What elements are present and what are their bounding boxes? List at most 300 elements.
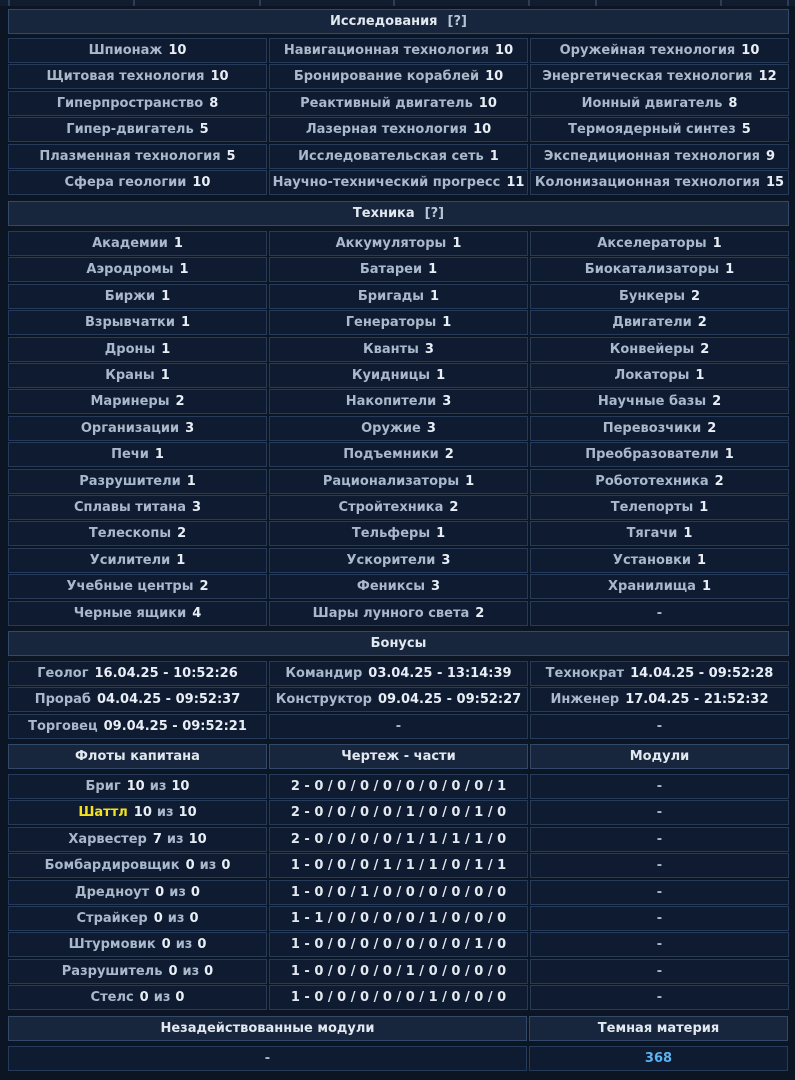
technics-level: 1 [173,236,183,251]
fleet-of: из [199,858,217,874]
fleet-parts: 1 - 0 / 0 / 1 / 0 / 0 / 0 / 0 / 0 / 0 [290,884,507,900]
research-level: 10 [495,43,514,58]
fleet-name[interactable]: Страйкер [76,911,148,926]
technics-level: 4 [192,605,202,621]
fleet-name-cell [8,774,267,799]
technics-row [8,231,789,256]
research-name[interactable]: Оружейная технология [559,43,736,58]
technics-name[interactable]: Куидницы [351,368,431,383]
research-title: Исследования [330,14,438,29]
fleet-row [8,827,789,852]
technics-row [8,416,789,441]
technics-level: 3 [424,341,434,357]
fleet-row [8,932,789,957]
research-name[interactable]: Термоядерный синтез [568,122,736,138]
fleet-modules: - [656,963,663,979]
bonus-time: 09.04.25 - 09:52:21 [103,718,247,734]
technics-level: 2 [697,315,707,331]
technics-cell [269,495,528,520]
technics-level: 3 [431,579,441,595]
technics-cell [8,337,267,362]
technics-cell [269,442,528,467]
technics-cell [269,284,528,309]
technics-cell [530,231,789,256]
fleet-name-cell [8,800,267,825]
research-cell [8,38,267,63]
technics-cell [8,601,267,626]
research-name[interactable]: Гипер-двигатель [66,122,194,138]
bonus-time: 16.04.25 - 10:52:26 [94,666,238,681]
technics-level: 1 [699,500,709,515]
technics-row [8,310,789,335]
bonus-empty: - [395,718,402,734]
bonus-name[interactable]: Инженер [550,692,620,708]
research-cell [530,38,789,63]
technics-level: 3 [426,420,436,436]
research-name[interactable]: Научно-технический прогресс [272,175,501,190]
technics-cell [530,389,789,414]
technics-name[interactable]: Учебные центры [66,579,194,595]
technics-level: 1 [430,288,440,304]
technics-empty: - [656,605,663,621]
technics-row [8,574,789,599]
research-name[interactable]: Экспедиционная технология [543,148,761,164]
technics-level: 1 [428,262,438,278]
technics-level: 2 [475,605,485,621]
fleet-max: 10 [178,805,197,821]
research-level: 5 [199,122,209,138]
fleet-modules-cell [530,959,789,984]
technics-cell [8,469,267,494]
fleet-modules: - [656,990,663,1006]
bonus-time: 17.04.25 - 21:52:32 [625,692,769,708]
research-cell [530,144,789,169]
fleet-modules: - [656,805,663,821]
research-name[interactable]: Ионный двигатель [581,95,723,111]
technics-name[interactable]: Робототехника [595,473,709,489]
bonus-row [8,687,789,712]
technics-row [8,284,789,309]
research-cell [269,64,528,89]
technics-cell [8,310,267,335]
fleet-parts-cell [269,985,528,1010]
bonus-row [8,714,789,739]
technics-name[interactable]: Взрывчатки [85,315,175,331]
technics-name[interactable]: Бригады [357,288,425,304]
technics-header [8,201,789,226]
research-name[interactable]: Плазменная технология [39,148,221,164]
fleet-have: 0 [185,858,195,874]
technics-cell [530,257,789,282]
research-name[interactable]: Сфера геологии [64,175,187,190]
fleet-have: 0 [155,884,165,900]
bonus-name[interactable]: Конструктор [275,692,372,708]
technics-level: 2 [449,500,459,515]
fleet-parts: 1 - 0 / 0 / 0 / 0 / 0 / 1 / 0 / 0 / 0 [290,990,507,1006]
technics-name[interactable]: Хранилища [607,579,696,595]
bonus-cell [8,661,267,686]
research-level: 1 [489,148,499,164]
technics-level: 1 [154,447,164,463]
research-row [8,64,789,89]
fleet-parts: 2 - 0 / 0 / 0 / 0 / 1 / 0 / 0 / 1 / 0 [290,805,507,821]
research-header [8,9,789,34]
fleet-parts-cell [269,800,528,825]
technics-name[interactable]: Дроны [104,341,156,357]
technics-cell [8,284,267,309]
research-cell [269,38,528,63]
technics-level: 1 [712,236,722,251]
fleet-row [8,906,789,931]
research-level: 9 [766,148,776,164]
technics-name[interactable]: Генераторы [345,315,437,331]
bonus-empty: - [656,718,663,734]
research-cell [8,117,267,142]
technics-cell [8,521,267,546]
technics-level: 1 [724,447,734,463]
bonus-cell [269,661,528,686]
fleet-name-cell [8,853,267,878]
technics-cell [8,548,267,573]
research-cell [530,64,789,89]
fleet-parts-cell [269,880,528,905]
technics-level: 1 [695,368,705,383]
research-cell [269,144,528,169]
technics-name[interactable]: Конвейеры [609,341,695,357]
technics-level: 2 [199,579,209,595]
research-name[interactable]: Бронирование кораблей [293,69,480,85]
technics-name[interactable]: Двигатели [612,315,692,331]
bonus-cell [530,714,789,739]
fleet-of: из [182,963,200,979]
research-cell [269,91,528,116]
fleet-parts: 1 - 0 / 0 / 0 / 0 / 0 / 0 / 0 / 1 / 0 [290,937,507,953]
fleet-parts-cell [269,932,528,957]
research-row [8,91,789,116]
technics-cell [530,337,789,362]
technics-name[interactable]: Телепорты [610,500,694,515]
technics-cell [8,389,267,414]
bonuses-title: Бонусы [370,636,427,651]
technics-name[interactable]: Акселераторы [597,236,707,251]
technics-level: 1 [186,473,196,489]
research-level: 11 [506,175,525,190]
technics-name[interactable]: Аккумуляторы [335,236,447,251]
research-name[interactable]: Лазерная технология [305,122,468,138]
bonus-cell [8,714,267,739]
technics-cell [530,416,789,441]
bonus-cell [269,687,528,712]
fleet-modules: - [656,911,663,926]
research-name[interactable]: Колонизационная технология [534,175,760,190]
fleets-header: Флоты капитана [8,744,267,769]
technics-level: 2 [444,447,454,463]
technics-level: 1 [436,526,446,542]
technics-name[interactable]: Тельферы [351,526,431,542]
research-row [8,144,789,169]
technics-row [8,521,789,546]
research-level: 10 [168,43,187,58]
fleet-of: из [175,937,193,953]
fleet-max: 0 [197,937,207,953]
fleet-modules-cell [530,853,789,878]
fleet-modules-cell [530,906,789,931]
fleet-name-cell [8,906,267,931]
bonus-name[interactable]: Прораб [34,692,91,708]
research-name[interactable]: Энергетическая технология [542,69,753,85]
fleet-parts-cell [269,959,528,984]
fleet-of: из [149,779,167,794]
fleet-parts-cell [269,827,528,852]
fleet-have: 0 [168,963,178,979]
fleet-name[interactable]: Харвестер [68,831,147,847]
technics-row [8,363,789,388]
technics-cell [530,548,789,573]
bonus-name[interactable]: Торговец [28,718,98,734]
fleet-row [8,774,789,799]
fleet-modules-cell [530,774,789,799]
technics-name[interactable]: Тягачи [626,526,678,542]
research-help-link[interactable]: [?] [447,14,467,29]
technics-name[interactable]: Организации [80,420,180,436]
fleet-modules: - [656,884,663,900]
technics-cell [530,310,789,335]
research-cell [530,117,789,142]
technics-cell [8,495,267,520]
fleet-name-cell [8,827,267,852]
fleet-have: 0 [153,911,163,926]
technics-cell [530,601,789,626]
technics-name[interactable]: Печи [111,447,149,463]
technics-name[interactable]: Подъемники [343,447,439,463]
fleet-row [8,985,789,1010]
technics-name[interactable]: Накопители [345,394,437,410]
research-level: 8 [209,95,219,111]
research-cell [269,117,528,142]
bonuses-header [8,631,789,656]
research-level: 10 [741,43,760,58]
technics-name[interactable]: Оружие [361,420,421,436]
technics-level: 1 [160,368,170,383]
technics-cell [8,257,267,282]
research-row [8,170,789,195]
technics-level: 1 [452,236,462,251]
fleet-have: 0 [139,990,149,1006]
technics-name[interactable]: Фениксы [356,579,426,595]
technics-level: 1 [179,262,189,278]
fleet-modules-cell [530,880,789,905]
research-name[interactable]: Навигационная технология [283,43,490,58]
fleet-parts-cell [269,906,528,931]
technics-name[interactable]: Академии [92,236,168,251]
fleet-row [8,853,789,878]
technics-row [8,495,789,520]
technics-level: 2 [712,394,722,410]
unused-modules-value: - [8,1046,527,1071]
technics-name[interactable]: Биржи [104,288,156,304]
fleet-name[interactable]: Бриг [85,779,121,794]
fleet-name-cell [8,932,267,957]
technics-level: 1 [683,526,693,542]
technics-cell [530,363,789,388]
fleet-parts: 1 - 0 / 0 / 0 / 1 / 1 / 1 / 0 / 1 / 1 [290,858,507,874]
technics-level: 1 [465,473,475,489]
fleet-name[interactable]: Стелс [90,990,134,1006]
technics-name[interactable]: Краны [105,368,155,383]
fleet-name[interactable]: Бомбардировщик [44,858,180,874]
research-name[interactable]: Щитовая технология [46,69,205,85]
technics-name[interactable]: Черные ящики [73,605,187,621]
bonus-time: 04.04.25 - 09:52:37 [97,692,241,708]
technics-cell [8,442,267,467]
technics-row [8,442,789,467]
research-name[interactable]: Реактивный двигатель [300,95,473,111]
dark-matter-header: Темная материя [529,1016,788,1041]
technics-cell [269,337,528,362]
research-level: 10 [192,175,211,190]
research-cell [530,170,789,195]
technics-level: 2 [177,526,187,542]
technics-name[interactable]: Аэродромы [86,262,174,278]
research-name[interactable]: Шпионаж [88,43,163,58]
research-level: 10 [210,69,229,85]
technics-row [8,389,789,414]
fleet-of: из [156,805,174,821]
technics-name[interactable]: Шары лунного света [312,605,470,621]
research-level: 10 [485,69,504,85]
technics-level: 1 [442,315,452,331]
technics-level: 1 [697,552,707,568]
technics-cell [530,442,789,467]
technics-cell [269,389,528,414]
research-level: 5 [226,148,236,164]
technics-level: 3 [191,500,202,515]
research-cell [8,144,267,169]
fleet-have: 10 [126,779,145,794]
technics-name[interactable]: Телескопы [88,526,172,542]
bonus-row [8,661,789,686]
fleet-row [8,880,789,905]
technics-cell [269,469,528,494]
technics-name[interactable]: Усилители [89,552,171,568]
fleet-max: 0 [204,963,214,979]
technics-cell [269,521,528,546]
technics-cell [530,521,789,546]
fleet-parts: 2 - 0 / 0 / 0 / 0 / 0 / 0 / 0 / 0 / 1 [290,779,507,794]
technics-name[interactable]: Сплавы титана [73,500,186,515]
technics-level: 1 [176,552,186,568]
technics-name[interactable]: Бункеры [618,288,686,304]
technics-title: Техника [352,206,415,221]
bonus-cell [530,687,789,712]
research-level: 10 [473,122,492,138]
research-cell [8,170,267,195]
fleet-have: 10 [133,805,152,821]
research-row [8,38,789,63]
bonus-name[interactable]: Технократ [545,666,625,681]
fleet-row [8,959,789,984]
technics-cell [530,469,789,494]
technics-level: 2 [707,420,717,436]
technics-name[interactable]: Рационализаторы [322,473,460,489]
research-name[interactable]: Исследовательская сеть [298,148,484,164]
technics-name[interactable]: Локаторы [614,368,690,383]
fleet-parts-cell [269,774,528,799]
research-cell [269,170,528,195]
fleet-name-cell [8,880,267,905]
technics-row [8,601,789,626]
technics-level: 1 [701,579,711,595]
research-name[interactable]: Гиперпространство [56,95,204,111]
blueprint-parts-header: Чертеж - части [269,744,528,769]
technics-cell [269,416,528,441]
technics-cell [530,284,789,309]
technics-name[interactable]: Ускорители [346,552,436,568]
technics-name[interactable]: Маринеры [90,394,170,410]
technics-level: 1 [161,288,171,304]
technics-name[interactable]: Стройтехника [338,500,444,515]
fleet-max: 0 [175,990,185,1006]
research-row [8,117,789,142]
fleet-name[interactable]: Разрушитель [61,963,163,979]
technics-help-link[interactable]: [?] [424,206,445,221]
technics-level: 2 [700,341,710,357]
fleet-parts: 1 - 1 / 0 / 0 / 0 / 0 / 1 / 0 / 0 / 0 [290,911,507,926]
fleet-name[interactable]: Дредноут [75,884,150,900]
technics-name[interactable]: Разрушители [79,473,181,489]
technics-name[interactable]: Научные базы [597,394,707,410]
bonus-name[interactable]: Геолог [37,666,89,681]
unused-modules-header: Незадействованные модули [8,1016,527,1041]
fleet-of: из [169,884,186,900]
fleet-name[interactable]: Шаттл [78,805,128,821]
bonus-time: 14.04.25 - 09:52:28 [630,666,774,681]
technics-name[interactable]: Кванты [363,341,419,357]
fleet-of: из [153,990,171,1006]
fleet-parts: 2 - 0 / 0 / 0 / 0 / 1 / 1 / 1 / 1 / 0 [290,831,507,847]
fleet-have: 7 [152,831,162,847]
bonus-cell [8,687,267,712]
technics-cell [269,363,528,388]
technics-level: 1 [725,262,735,278]
technics-level: 3 [441,552,451,568]
fleet-max: 10 [188,831,207,847]
technics-cell [8,363,267,388]
technics-name[interactable]: Перевозчики [602,420,702,436]
technics-row [8,469,789,494]
technics-cell [8,416,267,441]
bonus-name[interactable]: Командир [285,666,363,681]
technics-name[interactable]: Преобразователи [585,447,719,463]
technics-row [8,257,789,282]
fleet-modules: - [656,858,663,874]
technics-cell [530,495,789,520]
fleet-modules: - [656,831,663,847]
technics-cell [8,574,267,599]
technics-name[interactable]: Установки [612,552,692,568]
fleet-of: из [166,831,184,847]
technics-cell [269,257,528,282]
technics-cell [269,574,528,599]
fleet-parts-cell [269,853,528,878]
technics-level: 1 [180,315,190,331]
technics-cell [269,548,528,573]
technics-name[interactable]: Батареи [359,262,423,278]
research-level: 10 [478,95,497,111]
bonus-cell [530,661,789,686]
technics-name[interactable]: Биокатализаторы [584,262,720,278]
fleet-name[interactable]: Штурмовик [68,937,156,953]
